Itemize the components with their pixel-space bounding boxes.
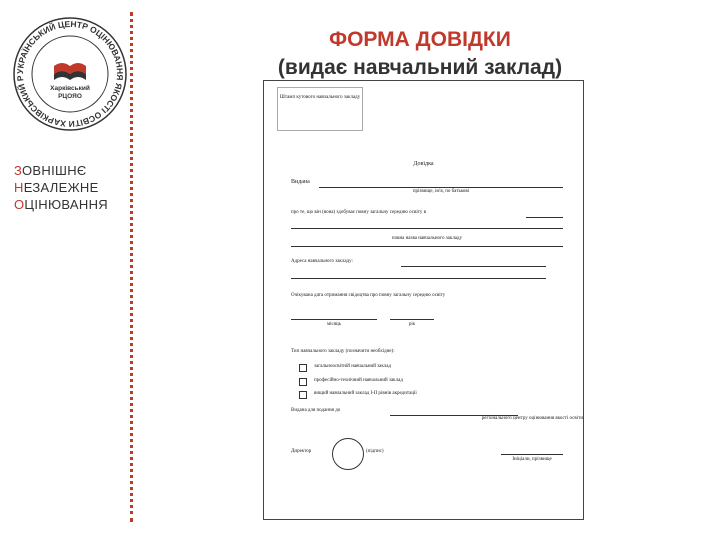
name-line <box>319 187 563 188</box>
logo-ring-text: УКРАЇНСЬКИЙ ЦЕНТР ОЦІНЮВАННЯ ЯКОСТІ ОСВІТИ ХАРКІВСЬКИЙ Р <box>14 18 126 130</box>
title-line-1: ФОРМА ДОВІДКИ <box>329 28 511 51</box>
name-hint: прізвище, ім'я, по батькові <box>412 189 470 194</box>
option-2-label: професійно-технічний навчальний заклад <box>314 378 403 383</box>
year-line <box>390 319 434 320</box>
zno-line-2: НЕЗАЛЕЖНЕ <box>14 180 99 195</box>
logo-line1: Харківський <box>50 85 90 92</box>
stamp-box: Штамп кутового навчального закладу <box>277 87 363 131</box>
form-heading: Довідка <box>413 161 434 167</box>
checkbox-option-2[interactable] <box>299 378 307 386</box>
zno-line-1: ЗОВНІШНЄ <box>14 163 87 178</box>
option-1-label: загальноосвітній навчальний заклад <box>314 364 392 369</box>
dotted-divider <box>130 12 133 522</box>
address-label: Адреса навчального закладу: <box>291 259 353 264</box>
issued-to-label: Видана <box>291 179 310 185</box>
page-title <box>250 26 590 82</box>
month-line <box>291 319 377 320</box>
month-hint: місяць <box>326 322 342 327</box>
institution-hint: повна назва навчального закладу <box>391 236 463 241</box>
initials-line <box>501 454 563 455</box>
logo-line2: РЦОЯО <box>58 93 82 100</box>
option-3-label: вищий навчальний заклад I-II рівнів акредитації <box>314 391 417 396</box>
zno-line-3: ОЦІНЮВАННЯ <box>14 197 108 212</box>
institution-line <box>291 228 563 229</box>
study-line: про те, що він (вона) здобуває повну загальну середню освіту в <box>291 210 426 215</box>
type-label: Тип навчального закладу (позначити необхідне): <box>291 349 395 354</box>
institution-line-2 <box>291 246 563 247</box>
signature-label: (підпис) <box>366 449 384 454</box>
round-stamp <box>332 438 364 470</box>
study-blank <box>526 217 563 218</box>
title-line-2: (видає навчальний заклад) <box>277 56 563 79</box>
year-hint: рік <box>408 322 416 327</box>
checkbox-option-1[interactable] <box>299 364 307 372</box>
form-document <box>263 80 584 520</box>
address-line <box>401 266 546 267</box>
address-line-2 <box>291 278 546 279</box>
logo-graphic <box>10 14 130 134</box>
completion-label: Очікувана дата отримання свідоцтва про повну загальну середню освіту <box>291 293 446 298</box>
checkbox-option-3[interactable] <box>299 391 307 399</box>
issued-for-label: Видана для подання до <box>291 408 341 413</box>
logo <box>10 14 130 134</box>
director-label: Директор <box>291 449 312 454</box>
initials-hint: Ініціали, прізвище <box>512 457 552 462</box>
center-hint: регіонального центру оцінювання якості освіти <box>481 416 583 421</box>
